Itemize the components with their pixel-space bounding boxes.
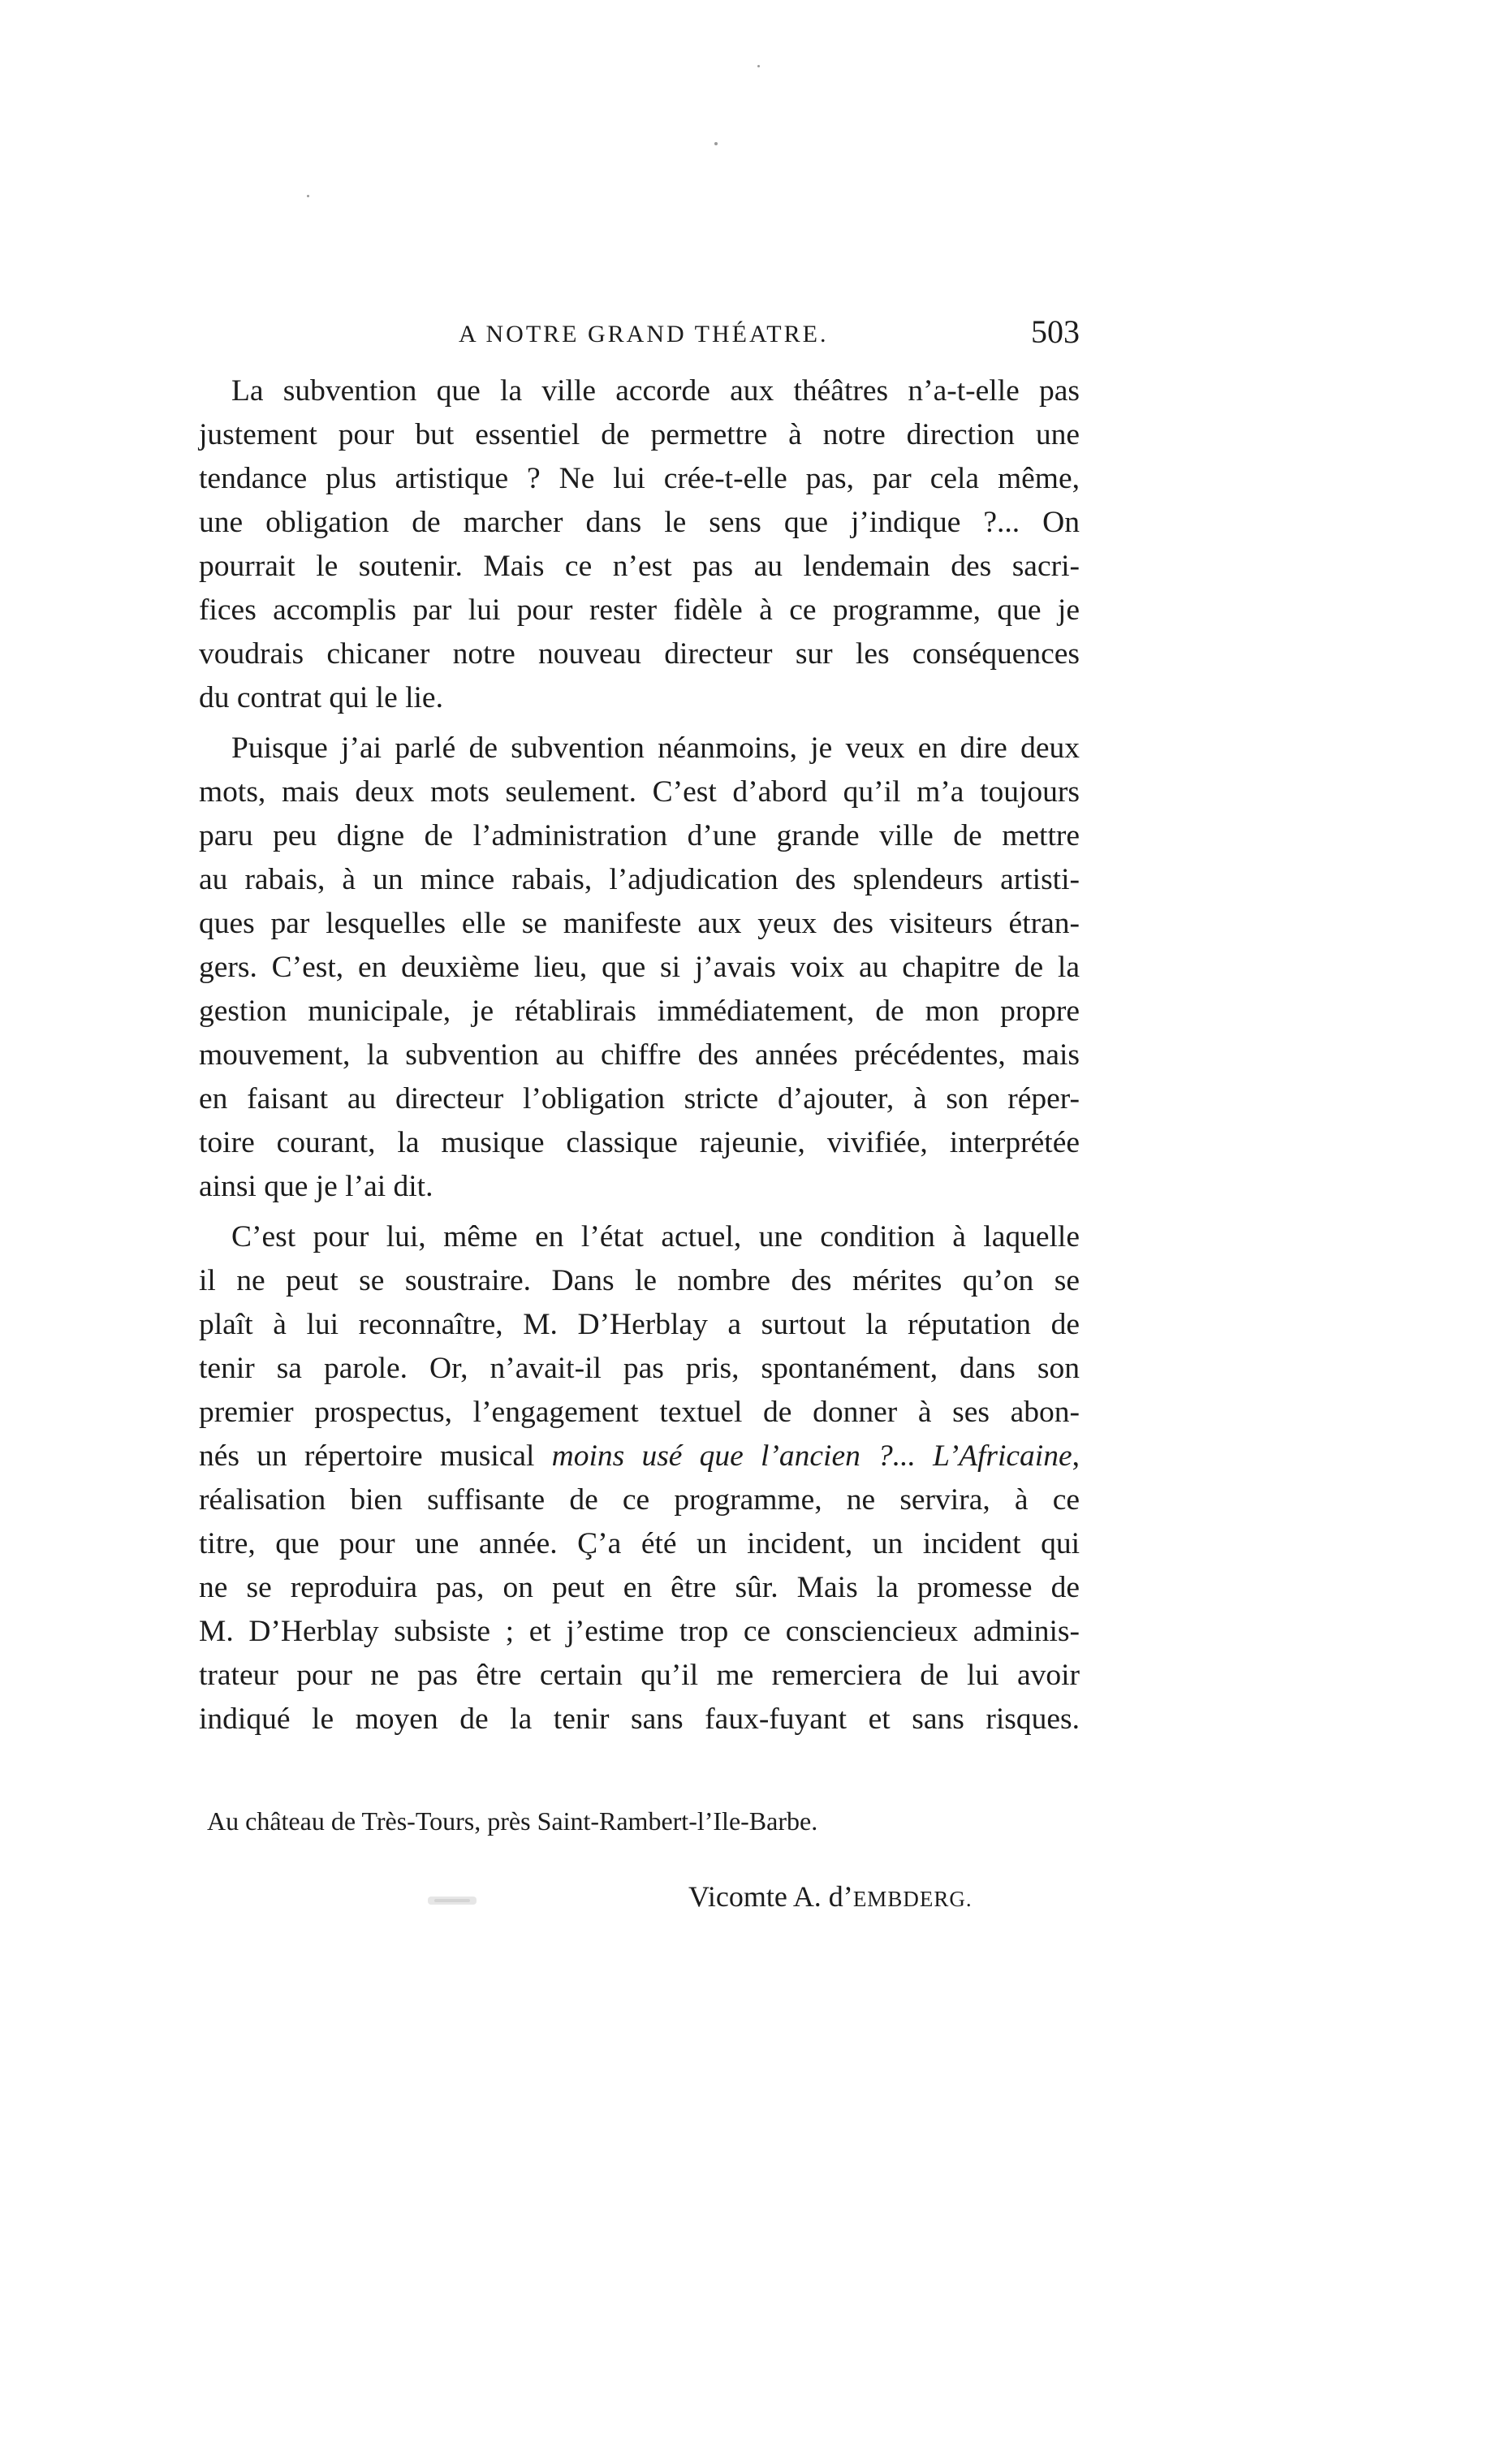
ink-smudge bbox=[426, 1892, 483, 1909]
text-line: paru peu digne de l’administration d’une grande ville de mettre bbox=[199, 819, 1080, 852]
text-line: premier prospectus, l’engagement textuel de donner à ses abon- bbox=[199, 1396, 1080, 1429]
text-line: M. D’Herblay subsiste ; et j’estime trop ce consciencieux adminis- bbox=[199, 1615, 1080, 1648]
text-span: , bbox=[1072, 1439, 1080, 1473]
signature bbox=[688, 1879, 973, 1914]
text-line: La subvention que la ville accorde aux théâtres n’a-t-elle pas bbox=[231, 374, 1080, 408]
text-line: du contrat qui le lie. bbox=[199, 681, 443, 714]
running-title: A NOTRE GRAND THÉATRE. bbox=[459, 321, 829, 347]
text-line: voudrais chicaner notre nouveau directeur sur les conséquences bbox=[199, 637, 1080, 671]
italic-quote: moins usé que l’ancien ?... bbox=[551, 1439, 934, 1473]
text-line: titre, que pour une année. Ç’a été un incident, un incident qui bbox=[199, 1527, 1080, 1560]
text-line: indiqué le moyen de la tenir sans faux-fuyant et sans risques. bbox=[199, 1702, 1080, 1736]
text-line: tenir sa parole. Or, n’avait-il pas pris, spontanément, dans son bbox=[199, 1352, 1080, 1385]
text-line: en faisant au directeur l’obligation stricte d’ajouter, à son réper- bbox=[199, 1082, 1080, 1115]
text-line: au rabais, à un mince rabais, l’adjudication des splendeurs artisti- bbox=[199, 863, 1080, 896]
text-span: nés un répertoire musical bbox=[199, 1439, 552, 1473]
text-line: gers. C’est, en deuxième lieu, que si j’avais voix au chapitre de la bbox=[199, 951, 1080, 984]
text-line: une obligation de marcher dans le sens que j’indique ?... On bbox=[199, 506, 1080, 539]
signature-prefix: Vicomte A. d’ bbox=[688, 1880, 853, 1913]
text-line: mouvement, la subvention au chiffre des années précédentes, mais bbox=[199, 1038, 1080, 1072]
italic-title: Africaine bbox=[959, 1439, 1072, 1473]
text-line: gestion municipale, je rétablirais immédiatement, de mon propre bbox=[199, 995, 1080, 1028]
text-line: il ne peut se soustraire. Dans le nombre des mérites qu’on se bbox=[199, 1264, 1080, 1297]
paper-speck bbox=[757, 65, 760, 67]
text-line: fices accomplis par lui pour rester fidèle à ce programme, que je bbox=[199, 593, 1080, 627]
body-text bbox=[199, 369, 1080, 1741]
dateline-place: Au château de Très-Tours, près Saint-Rambert-l’Ile-Barbe. bbox=[207, 1806, 818, 1836]
page-number: 503 bbox=[1031, 313, 1080, 350]
text-line: pourrait le soutenir. Mais ce n’est pas au lendemain des sacri- bbox=[199, 550, 1080, 583]
italic-title-lead: L’ bbox=[933, 1439, 960, 1473]
text-line: ques par lesquelles elle se manifeste aux yeux des visiteurs étran- bbox=[199, 907, 1080, 940]
text-line: Puisque j’ai parlé de subvention néanmoins, je veux en dire deux bbox=[231, 731, 1080, 765]
text-line: mots, mais deux mots seulement. C’est d’abord qu’il m’a toujours bbox=[199, 775, 1080, 809]
running-head bbox=[199, 313, 1080, 361]
text-line: toire courant, la musique classique rajeunie, vivifiée, interprétée bbox=[199, 1126, 1080, 1159]
text-line: réalisation bien suffisante de ce programme, ne servira, à ce bbox=[199, 1483, 1080, 1517]
text-line: ainsi que je l’ai dit. bbox=[199, 1170, 433, 1203]
paper-speck bbox=[307, 195, 309, 197]
text-line: trateur pour ne pas être certain qu’il me remerciera de lui avoir bbox=[199, 1659, 1080, 1692]
text-line-with-italics bbox=[199, 1435, 1080, 1478]
text-line: tendance plus artistique ? Ne lui crée-t-elle pas, par cela même, bbox=[199, 462, 1080, 495]
signature-name: EMBDERG. bbox=[852, 1887, 973, 1911]
text-line: ne se reproduira pas, on peut en être sûr. Mais la promesse de bbox=[199, 1571, 1080, 1604]
text-line: plaît à lui reconnaître, M. D’Herblay a surtout la réputation de bbox=[199, 1308, 1080, 1341]
text-line: justement pour but essentiel de permettre à notre direction une bbox=[199, 418, 1080, 451]
text-line: C’est pour lui, même en l’état actuel, une condition à laquelle bbox=[231, 1220, 1080, 1254]
paper-speck bbox=[714, 142, 718, 145]
